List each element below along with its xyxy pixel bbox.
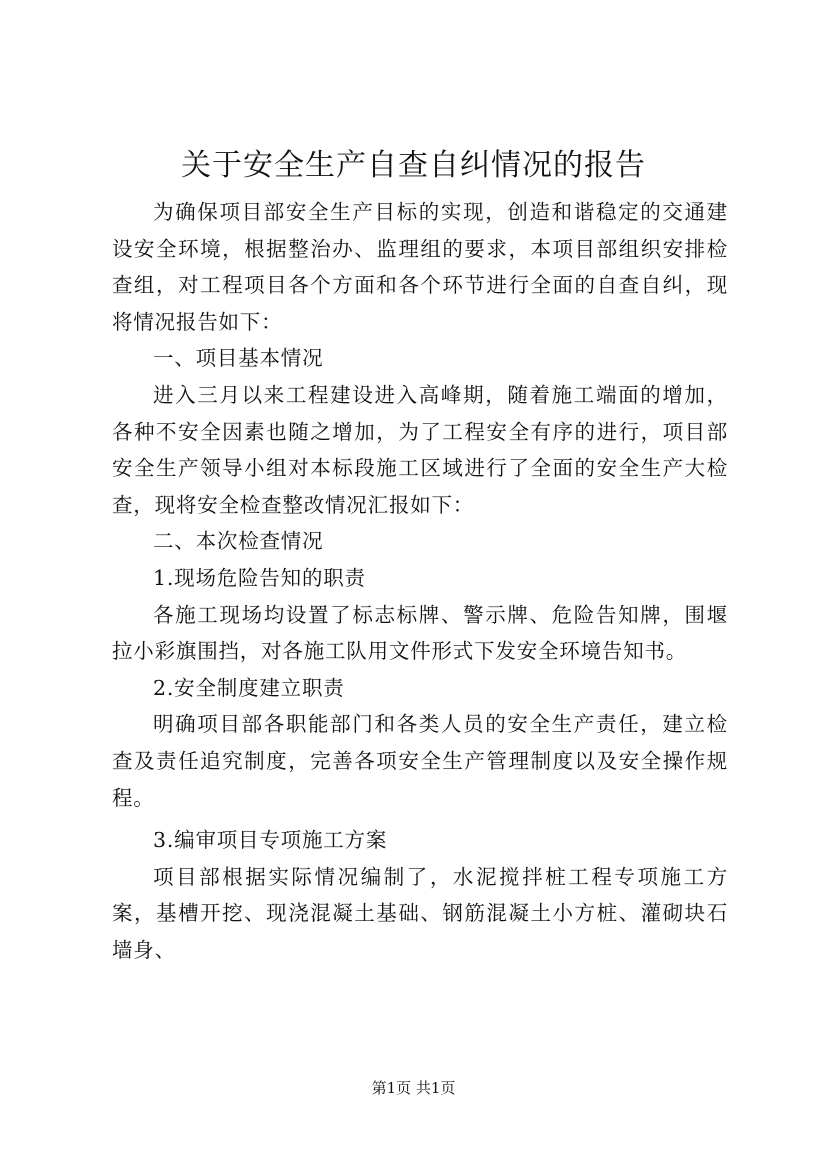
document-body (112, 194, 728, 968)
page-number-footer: 第1页 共1页 (371, 1079, 456, 1097)
section-heading-basic-info: 一、项目基本情况 (153, 346, 324, 371)
item-heading-safety-system: 2.安全制度建立职责 (153, 675, 345, 700)
intro-paragraph: 为确保项目部安全生产目标的实现，创造和谐稳定的交通建设安全环境，根据整治办、监理组的要求，本项目部组织安排检查组，对工程项目各个方面和各个环节进行全面的自查自纠，现将情况报告如下： (112, 200, 728, 334)
section-paragraph-basic-info: 进入三月以来工程建设进入高峰期，随着施工端面的增加，各种不安全因素也随之增加，为了工程安全有序的进行，项目部安全生产领导小组对本标段施工区域进行了全面的安全生产大检查，现将安全检查整改情况汇报如下： (112, 382, 728, 517)
item-paragraph-hazard-notice: 各施工现场均设置了标志标牌、警示牌、危险告知牌，围堰拉小彩旗围挡，对各施工队用文件形式下发安全环境告知书。 (112, 602, 728, 664)
section-heading-inspection: 二、本次检查情况 (153, 529, 324, 554)
document-title: 关于安全生产自查自纠情况的报告 (181, 148, 646, 183)
item-paragraph-construction-plan: 项目部根据实际情况编制了，水泥搅拌桩工程专项施工方案，基槽开挖、现浇混凝土基础、钢筋混凝土小方桩、灌砌块石墙身、 (112, 864, 728, 962)
item-heading-hazard-notice: 1.现场危险告知的职责 (153, 565, 366, 590)
item-paragraph-safety-system: 明确项目部各职能部门和各类人员的安全生产责任，建立检查及责任追究制度，完善各项安全生产管理制度以及安全操作规程。 (112, 712, 728, 810)
item-heading-construction-plan: 3.编审项目专项施工方案 (153, 828, 388, 853)
